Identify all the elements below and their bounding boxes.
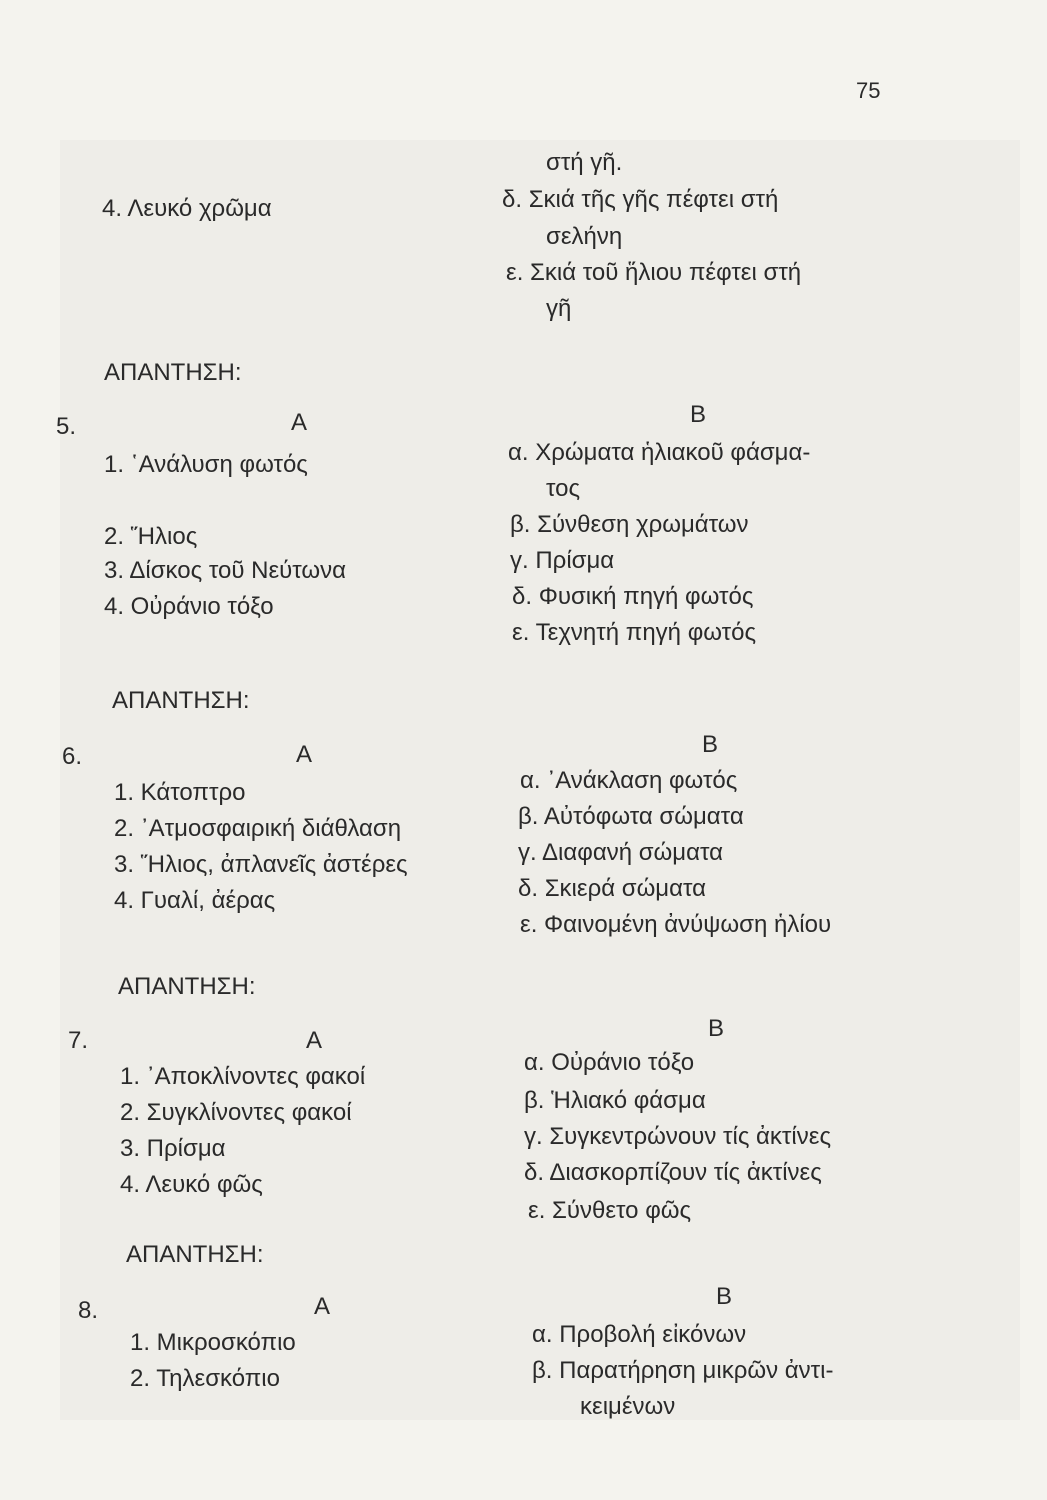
column-a-item: 3. Πρίσμα bbox=[120, 1135, 226, 1162]
continuation-left-item: 4. Λευκό χρῶμα bbox=[102, 195, 272, 222]
column-a-item: 3. Ἥλιος, ἀπλανεῖς ἀστέρες bbox=[114, 851, 408, 878]
column-b-item: β. Αὐτόφωτα σώματα bbox=[518, 803, 744, 830]
exercise-number: 6. bbox=[62, 743, 83, 770]
column-b-item: δ. Φυσική πηγή φωτός bbox=[512, 583, 754, 610]
column-b-item: β. Ἡλιακό φάσμα bbox=[524, 1087, 706, 1114]
column-b-item: τος bbox=[546, 475, 581, 502]
column-a-item: 1. ᾿Αποκλίνοντες φακοί bbox=[120, 1063, 366, 1090]
column-b-item: α. Χρώματα ἡλιακοῦ φάσμα- bbox=[508, 439, 811, 466]
continuation-right-line: γῆ bbox=[546, 295, 572, 322]
column-b-item: γ. Διαφανή σώματα bbox=[518, 839, 723, 866]
column-a-item: 4. Γυαλί, ἀέρας bbox=[114, 887, 276, 914]
column-b-item: β. Παρατήρηση μικρῶν ἀντι- bbox=[532, 1357, 834, 1384]
answer-label: ΑΠΑΝΤΗΣΗ: bbox=[104, 359, 242, 386]
column-a-item: 4. Οὐράνιο τόξο bbox=[104, 593, 274, 620]
column-b-header: Β bbox=[702, 731, 719, 758]
continuation-right-line: σελήνη bbox=[546, 223, 623, 250]
column-a-header: Α bbox=[296, 741, 313, 768]
column-a-header: Α bbox=[291, 409, 308, 436]
column-b-item: δ. Σκιερά σώματα bbox=[518, 875, 707, 902]
column-b-header: Β bbox=[708, 1015, 725, 1042]
column-b-item: ε. Φαινομένη ἀνύψωση ἡλίου bbox=[520, 911, 832, 938]
answer-label: ΑΠΑΝΤΗΣΗ: bbox=[126, 1241, 264, 1268]
column-b-header: Β bbox=[690, 401, 707, 428]
column-b-item: α. Προβολή εἰκόνων bbox=[532, 1321, 747, 1348]
column-b-item: ε. Σύνθετο φῶς bbox=[528, 1197, 692, 1224]
column-b-item: γ. Πρίσμα bbox=[510, 547, 615, 574]
column-a-item: 1. Κάτοπτρο bbox=[114, 779, 246, 806]
continuation-right-line: στή γῆ. bbox=[546, 149, 623, 176]
column-a-item: 3. Δίσκος τοῦ Νεύτωνα bbox=[104, 557, 347, 584]
exercise-number: 8. bbox=[78, 1297, 99, 1324]
column-b-item: α. Οὐράνιο τόξο bbox=[524, 1049, 695, 1076]
continuation-right-line: δ. Σκιά τῆς γῆς πέφτει στή bbox=[502, 186, 779, 213]
column-b-item: ε. Τεχνητή πηγή φωτός bbox=[512, 619, 757, 646]
column-a-item: 2. Τηλεσκόπιο bbox=[130, 1365, 280, 1392]
exercise-number: 5. bbox=[56, 413, 77, 440]
column-a-item: 2. Συγκλίνοντες φακοί bbox=[120, 1099, 352, 1126]
column-b-item: β. Σύνθεση χρωμάτων bbox=[510, 511, 749, 538]
column-a-item: 1. ῾Ανάλυση φωτός bbox=[104, 451, 308, 478]
column-b-item: γ. Συγκεντρώνουν τίς ἀκτίνες bbox=[524, 1123, 832, 1150]
column-b-item: κειμένων bbox=[580, 1393, 676, 1420]
column-a-item: 1. Μικροσκόπιο bbox=[130, 1329, 296, 1356]
column-b-item: α. ᾿Ανάκλαση φωτός bbox=[520, 767, 738, 794]
continuation-right-line: ε. Σκιά τοῦ ἥλιου πέφτει στή bbox=[506, 259, 802, 286]
exercise-number: 7. bbox=[68, 1027, 89, 1054]
column-b-header: Β bbox=[716, 1283, 733, 1310]
column-a-header: Α bbox=[306, 1027, 323, 1054]
column-a-item: 2. ᾿Ατμοσφαιρική διάθλαση bbox=[114, 815, 402, 842]
column-a-item: 4. Λευκό φῶς bbox=[120, 1171, 263, 1198]
answer-label: ΑΠΑΝΤΗΣΗ: bbox=[118, 973, 256, 1000]
column-b-item: δ. Διασκορπίζουν τίς ἀκτίνες bbox=[524, 1159, 822, 1186]
answer-label: ΑΠΑΝΤΗΣΗ: bbox=[112, 687, 250, 714]
column-a-header: Α bbox=[314, 1293, 331, 1320]
page-number: 75 bbox=[856, 78, 881, 103]
column-a-item: 2. Ἥλιος bbox=[104, 523, 198, 550]
